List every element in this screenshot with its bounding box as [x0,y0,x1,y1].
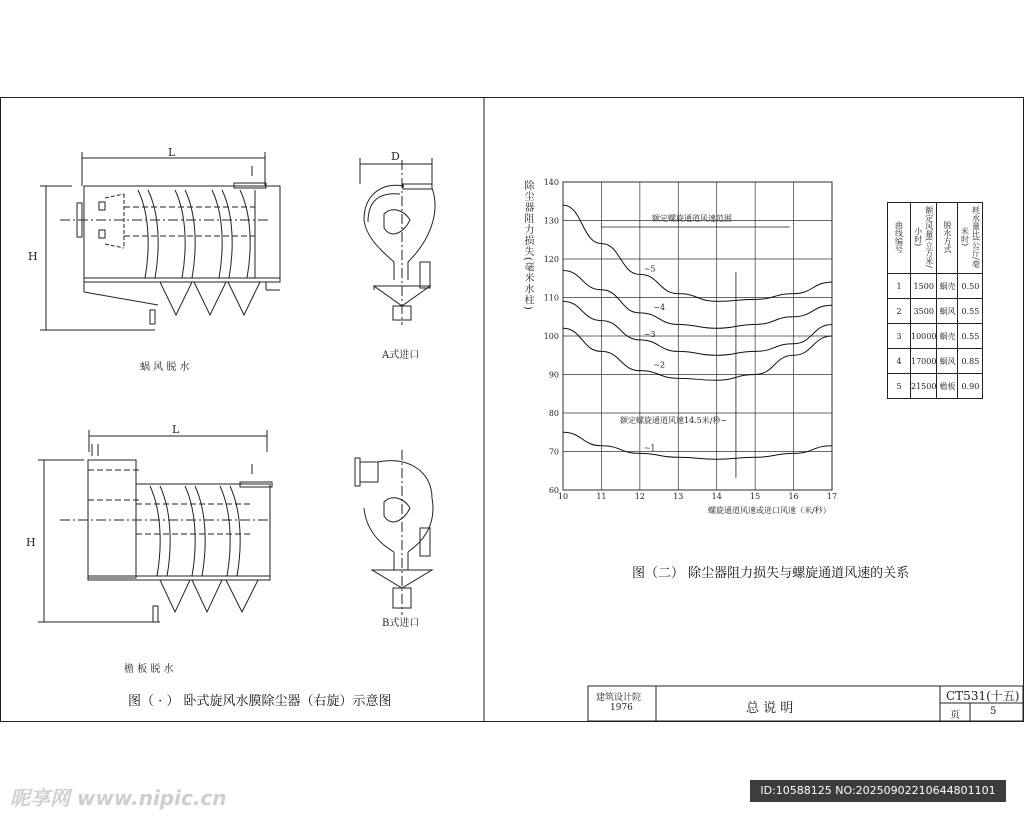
cell: 5 [888,374,911,399]
cell: 0.50 [958,274,983,299]
chart-x-tick-label: 10 [557,492,569,501]
cell: 1 [888,274,911,299]
table-row [888,349,983,374]
header-rated-airflow: 额定风量(立方米/小时) [911,203,937,274]
table-row [888,374,983,399]
chart-series-label: ~1 [643,443,656,453]
spec-table [887,202,983,399]
header-water-ratio: 耗水量比(公斤/毫米时) [958,203,983,274]
dim-h-bottom: H [26,536,36,549]
figure-1-caption: 图（ · ） 卧式旋风水膜除尘器（右旋）示意图 [128,694,392,709]
header-curve-no: 曲线编号 [888,203,911,274]
title-main: 总 说 明 [746,701,794,716]
chart-series-line [563,271,832,329]
watermark-logo: 昵享网 www.nipic.cn [10,786,227,810]
chart-series-label: ~5 [643,264,656,274]
chart-series-label: ~2 [653,360,666,370]
chart-series-line [563,432,832,459]
title-year: 1976 [610,703,633,713]
cell: 10000 [911,324,937,349]
title-page-no: 5 [990,706,997,717]
cell: 蜗风 [937,349,958,374]
chart-y-tick-label: 110 [543,293,559,303]
cell: 0.90 [958,374,983,399]
label-plate-dewater: 檐 板 脱 水 [124,664,174,675]
header-dewater-method: 脱水方式 [937,203,958,274]
watermark-id: ID:10588125 NO:20250902210644801101 [750,780,1006,802]
chart-x-tick-label: 12 [634,492,645,501]
chart-y-tick-label: 80 [548,409,559,418]
cell: 4 [888,349,911,374]
chart-x-tick-label: 15 [750,492,761,501]
chart-x-tick-label: 13 [673,492,684,501]
chart-x-tick-label: 14 [711,492,722,501]
cell: 17000 [911,349,937,374]
cell: 21500 [911,374,937,399]
chart-series-label: ~3 [643,329,656,339]
annotation-rated-range: 额定螺旋通道风速范围 [652,214,732,223]
chart-y-tick-label: 60 [548,486,559,495]
chart-y-tick-label: 130 [543,216,559,226]
cell: 2 [888,299,911,324]
cell: 0.85 [958,349,983,374]
label-inlet-a: A式进口 [382,350,420,361]
cell: 蜗壳 [937,324,958,349]
chart-x-tick-label: 11 [596,492,607,501]
cell: 0.55 [958,299,983,324]
dim-d: D [391,150,400,163]
chart-y-tick-label: 140 [543,178,559,187]
annotation-rated-velocity: 额定螺旋通道风速14.5米/秒~ [620,416,728,425]
chart-y-tick-label: 70 [548,447,559,457]
chart-x-tick-label: 16 [788,492,799,501]
dim-h-top: H [28,250,38,263]
table-row [888,324,983,349]
label-inlet-b: B式进口 [382,618,420,629]
chart-y-tick-label: 90 [548,370,559,380]
cell: 0.55 [958,324,983,349]
cell: 3 [888,324,911,349]
table-row [888,299,983,324]
spec-table-header [888,203,983,274]
chart-series-line [563,301,832,355]
chart-y-tick-label: 100 [543,332,559,341]
chart-series-label: ~4 [653,302,666,312]
chart-y-axis-label: 除尘器阻力损失(毫米水柱) [522,180,533,311]
chart-y-tick-label: 120 [543,255,559,264]
figure-2-caption: 图（二） 除尘器阻力损失与螺旋通道风速的关系 [632,566,910,581]
title-org: 建筑设计院 [596,693,642,703]
label-spiral-dewater: 蜗 风 脱 水 [140,362,190,373]
title-code: CT531(十五) [946,689,1020,703]
cell: 蜗风 [937,299,958,324]
table-row [888,274,983,299]
chart-x-tick-label: 17 [826,492,838,501]
chart-x-axis-label: 螺旋通道风速或进口风速（米/秒） [708,506,831,515]
cell: 檐板 [937,374,958,399]
cell: 3500 [911,299,937,324]
dim-l-top: L [168,146,176,159]
dim-l-bottom: L [172,423,180,436]
cell: 1500 [911,274,937,299]
title-page-label: 页 [950,710,960,721]
cell: 蜗壳 [937,274,958,299]
